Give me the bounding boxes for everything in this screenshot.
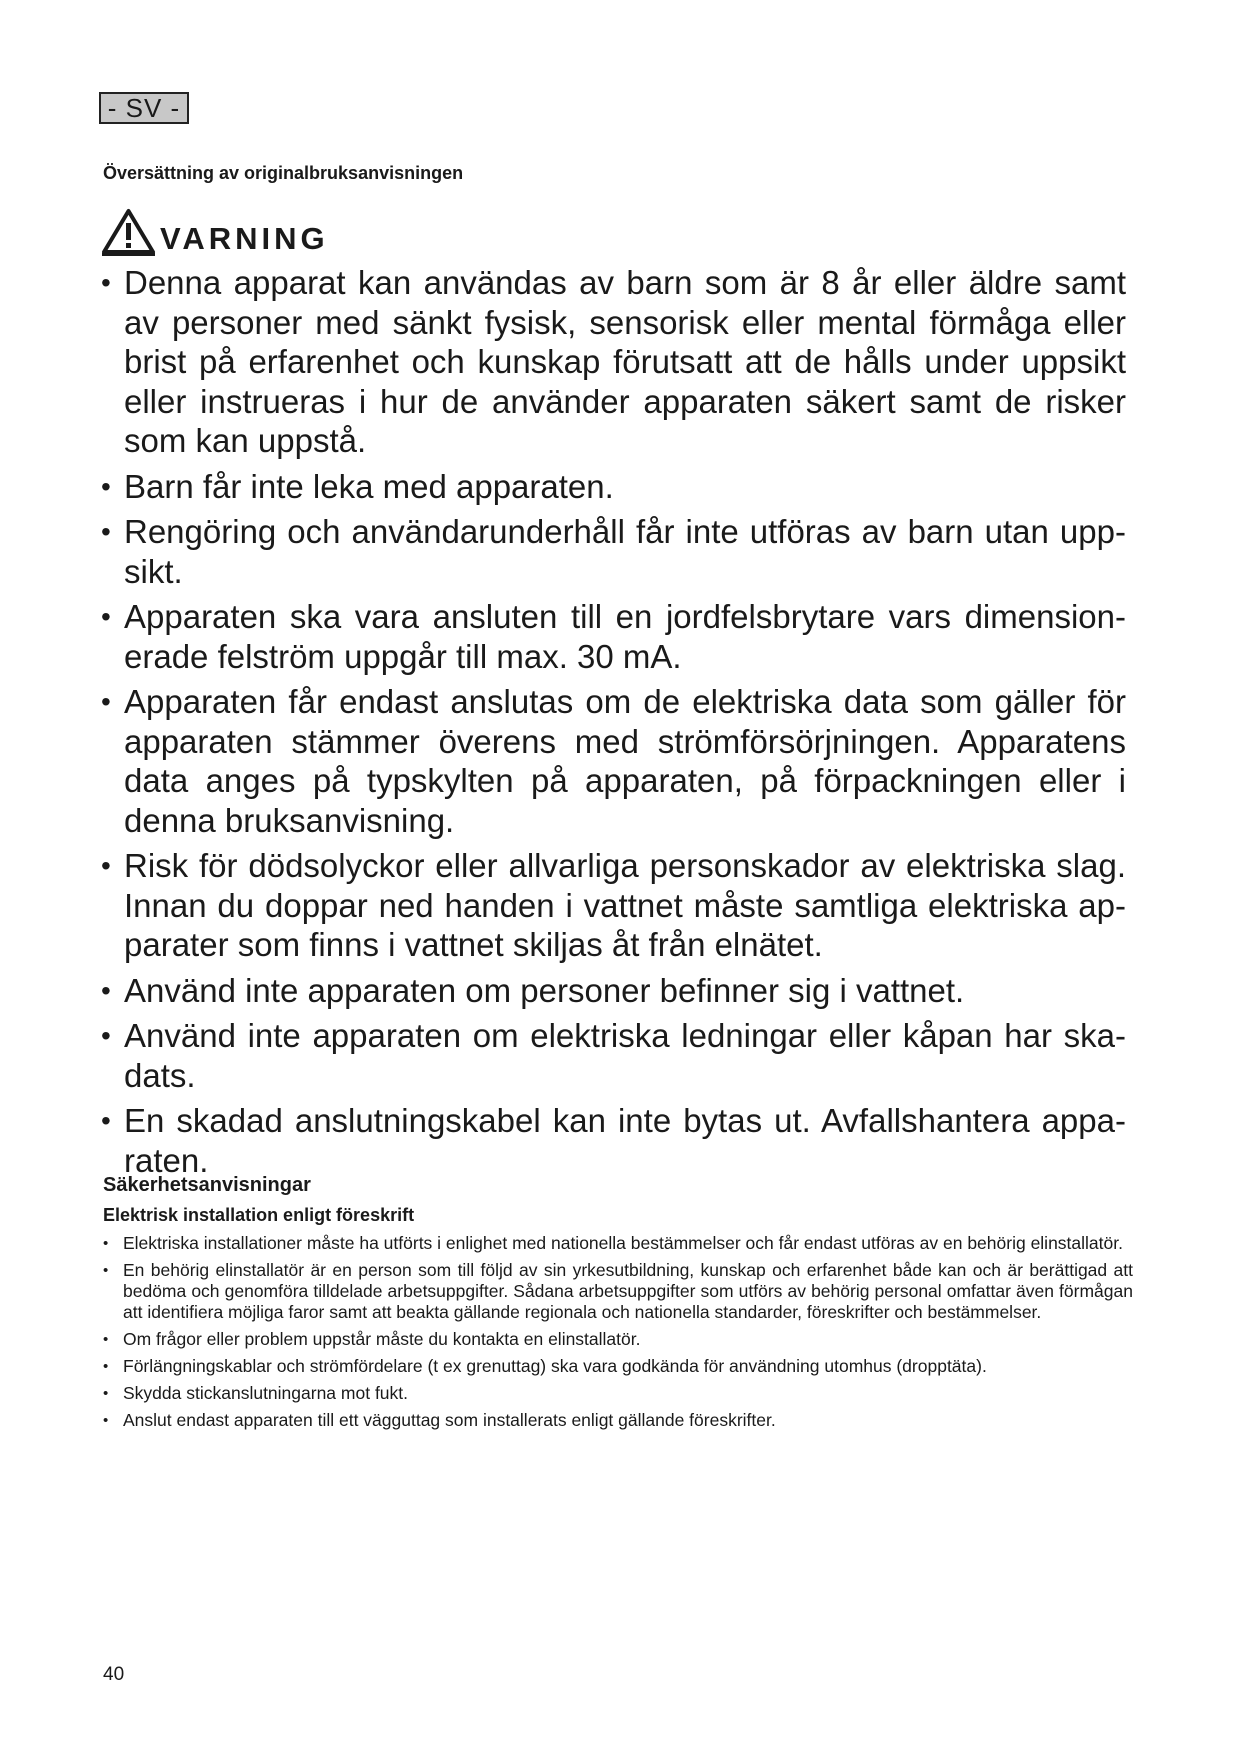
safety-item: • Anslut endast apparaten till ett vägguttag som installerats enligt gällande föreskrifter. <box>103 1410 1133 1431</box>
warning-item: • Använd inte apparaten om elektriska ledningar eller kåpan har skadats. <box>101 1016 1126 1095</box>
safety-subtitle: Elektrisk installation enligt föreskrift <box>103 1205 415 1225</box>
warning-header <box>101 204 329 256</box>
safety-item: • Om frågor eller problem uppstår måste du kontakta en elinstallatör. <box>103 1329 1133 1350</box>
warning-item: • Använd inte apparaten om personer befinner sig i vattnet. <box>101 971 1126 1011</box>
safety-item: • Elektriska installationer måste ha utförts i enlighet med nationella bestämmelser och får endast utföras av en behörig elinstallatör. <box>103 1233 1133 1254</box>
page-number: 40 <box>103 1664 125 1685</box>
safety-section <box>103 1173 1133 1437</box>
safety-item: • En behörig elinstallatör är en person som till följd av sin yrkesutbildning, kunskap och erfarenhet både kan och är berättigad att bedöma och genomföra tilldelade arbetsuppgifter. Sådana arbetsuppgifter som utförs av behörig personal omfattar även förmågan att identifiera möjliga faror samt att beakta gällande regionala och nationella standarder, föreskrifter och bestämmelser. <box>103 1260 1133 1323</box>
warning-item: • Apparaten får endast anslutas om de elektriska data som gäller för apparaten stämmer överens med strömförsörjningen. Apparatens data anges på typskylten på apparaten, på förpackningen eller i denna bruksanvisning. <box>101 682 1126 840</box>
warning-title: VARNING <box>160 221 329 256</box>
safety-list <box>103 1233 1133 1431</box>
safety-item: • Skydda stickanslutningarna mot fukt. <box>103 1383 1133 1404</box>
warning-item: • Risk för dödsolyckor eller allvarliga personskador av elektriska slag. Innan du doppar ned handen i vattnet måste samtliga elektriska apparater som finns i vattnet skiljas åt från elnätet. <box>101 846 1126 965</box>
warning-item: • Denna apparat kan användas av barn som är 8 år eller äldre samt av personer med sänkt fysisk, sensorisk eller mental förmåga eller brist på erfarenhet och kunskap förutsatt att de hålls under uppsikt eller instrueras i hur de använder apparaten säkert samt de risker som kan uppstå. <box>101 263 1126 461</box>
warning-item: • Apparaten ska vara ansluten till en jordfelsbrytare vars dimensionerade felström uppgår till max. 30 mA. <box>101 597 1126 676</box>
warning-item: • Barn får inte leka med apparaten. <box>101 467 1126 507</box>
warning-item: • En skadad anslutningskabel kan inte bytas ut. Avfallshantera apparaten. <box>101 1101 1126 1180</box>
safety-title: Säkerhetsanvisningar <box>103 1174 311 1196</box>
safety-item: • Förlängningskablar och strömfördelare (t ex grenuttag) ska vara godkända för användning utomhus (dropptäta). <box>103 1356 1133 1377</box>
warning-triangle-icon <box>101 208 156 256</box>
language-badge: - SV - <box>99 92 189 124</box>
warning-item: • Rengöring och användarunderhåll får inte utföras av barn utan uppsikt. <box>101 512 1126 591</box>
document-subtitle: Översättning av originalbruksanvisningen <box>103 163 464 183</box>
warning-list <box>101 263 1126 1186</box>
